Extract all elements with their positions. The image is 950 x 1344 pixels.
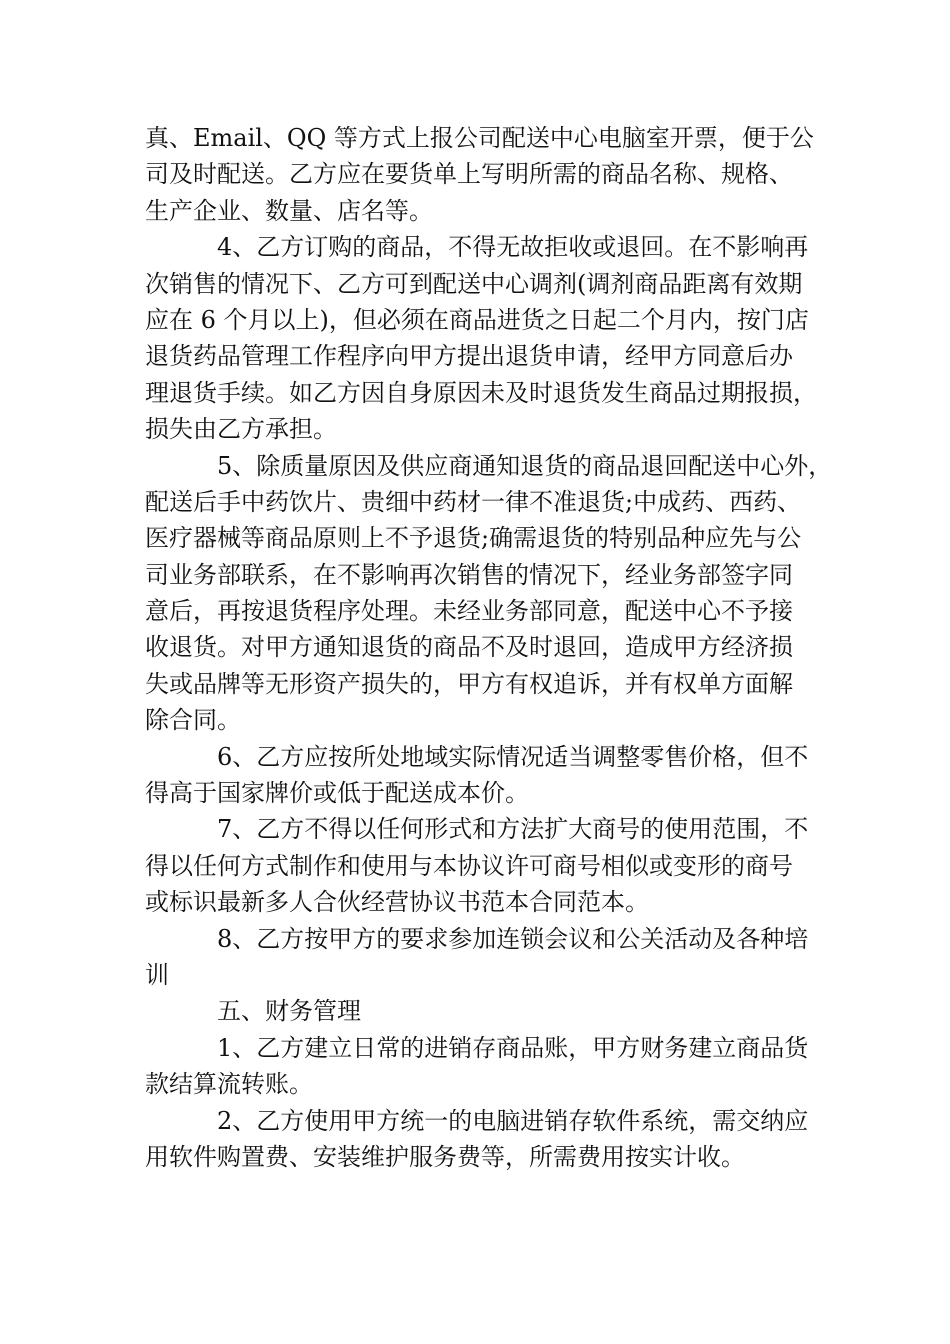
text-line: 除合同。 (145, 706, 241, 735)
text-line: 或标识最新多人合伙经营协议书范本合同范本。 (145, 888, 649, 917)
text-line: 意后，再按退货程序处理。未经业务部同意，配送中心不予接 (145, 597, 793, 626)
text-line: 损失由乙方承担。 (145, 415, 337, 444)
text-line: 生产企业、数量、店名等。 (145, 196, 433, 225)
text-line: 用软件购置费、安装维护服务费等，所需费用按实计收。 (145, 1142, 745, 1171)
text-line: 4、乙方订购的商品，不得无故拒收或退回。在不影响再 (217, 233, 809, 262)
text-line: 失或品牌等无形资产损失的，甲方有权追诉，并有权单方面解 (145, 669, 793, 698)
text-line: 司及时配送。乙方应在要货单上写明所需的商品名称、规格、 (145, 160, 793, 189)
document-body (145, 120, 833, 1175)
text-line: 8、乙方按甲方的要求参加连锁会议和公关活动及各种培 (217, 924, 809, 953)
text-line: 2、乙方使用甲方统一的电脑进销存软件系统，需交纳应 (217, 1106, 809, 1135)
text-line: 理退货手续。如乙方因自身原因未及时退货发生商品过期报损， (145, 378, 817, 407)
text-line: 款结算流转账。 (145, 1070, 313, 1099)
text-line: 退货药品管理工作程序向甲方提出退货申请，经甲方同意后办 (145, 342, 793, 371)
text-line: 司业务部联系，在不影响再次销售的情况下，经业务部签字同 (145, 560, 793, 589)
text-line: 6、乙方应按所处地域实际情况适当调整零售价格，但不 (217, 742, 809, 771)
text-line: 配送后手中药饮片、贵细中药材一律不准退货;中成药、西药、 (145, 487, 802, 516)
text-line: 5、除质量原因及供应商通知退货的商品退回配送中心外， (217, 451, 833, 480)
text-line: 应在 6 个月以上)，但必须在商品进货之日起二个月内，按门店 (145, 305, 809, 334)
text-line: 7、乙方不得以任何形式和方法扩大商号的使用范围，不 (217, 815, 809, 844)
text-line: 训 (145, 960, 169, 989)
text-line: 得高于国家牌价或低于配送成本价。 (145, 779, 529, 808)
text-line: 真、Email、QQ 等方式上报公司配送中心电脑室开票，便于公 (145, 124, 814, 152)
section-heading: 五、财务管理 (217, 997, 361, 1026)
text-line: 得以任何方式制作和使用与本协议许可商号相似或变形的商号 (145, 851, 793, 880)
text-line: 1、乙方建立日常的进销存商品账，甲方财务建立商品货 (217, 1033, 809, 1062)
text-line: 收退货。对甲方通知退货的商品不及时退回，造成甲方经济损 (145, 633, 793, 662)
text-line: 次销售的情况下、乙方可到配送中心调剂(调剂商品距离有效期 (145, 269, 803, 298)
text-line: 医疗器械等商品原则上不予退货;确需退货的特别品种应先与公 (145, 524, 802, 553)
